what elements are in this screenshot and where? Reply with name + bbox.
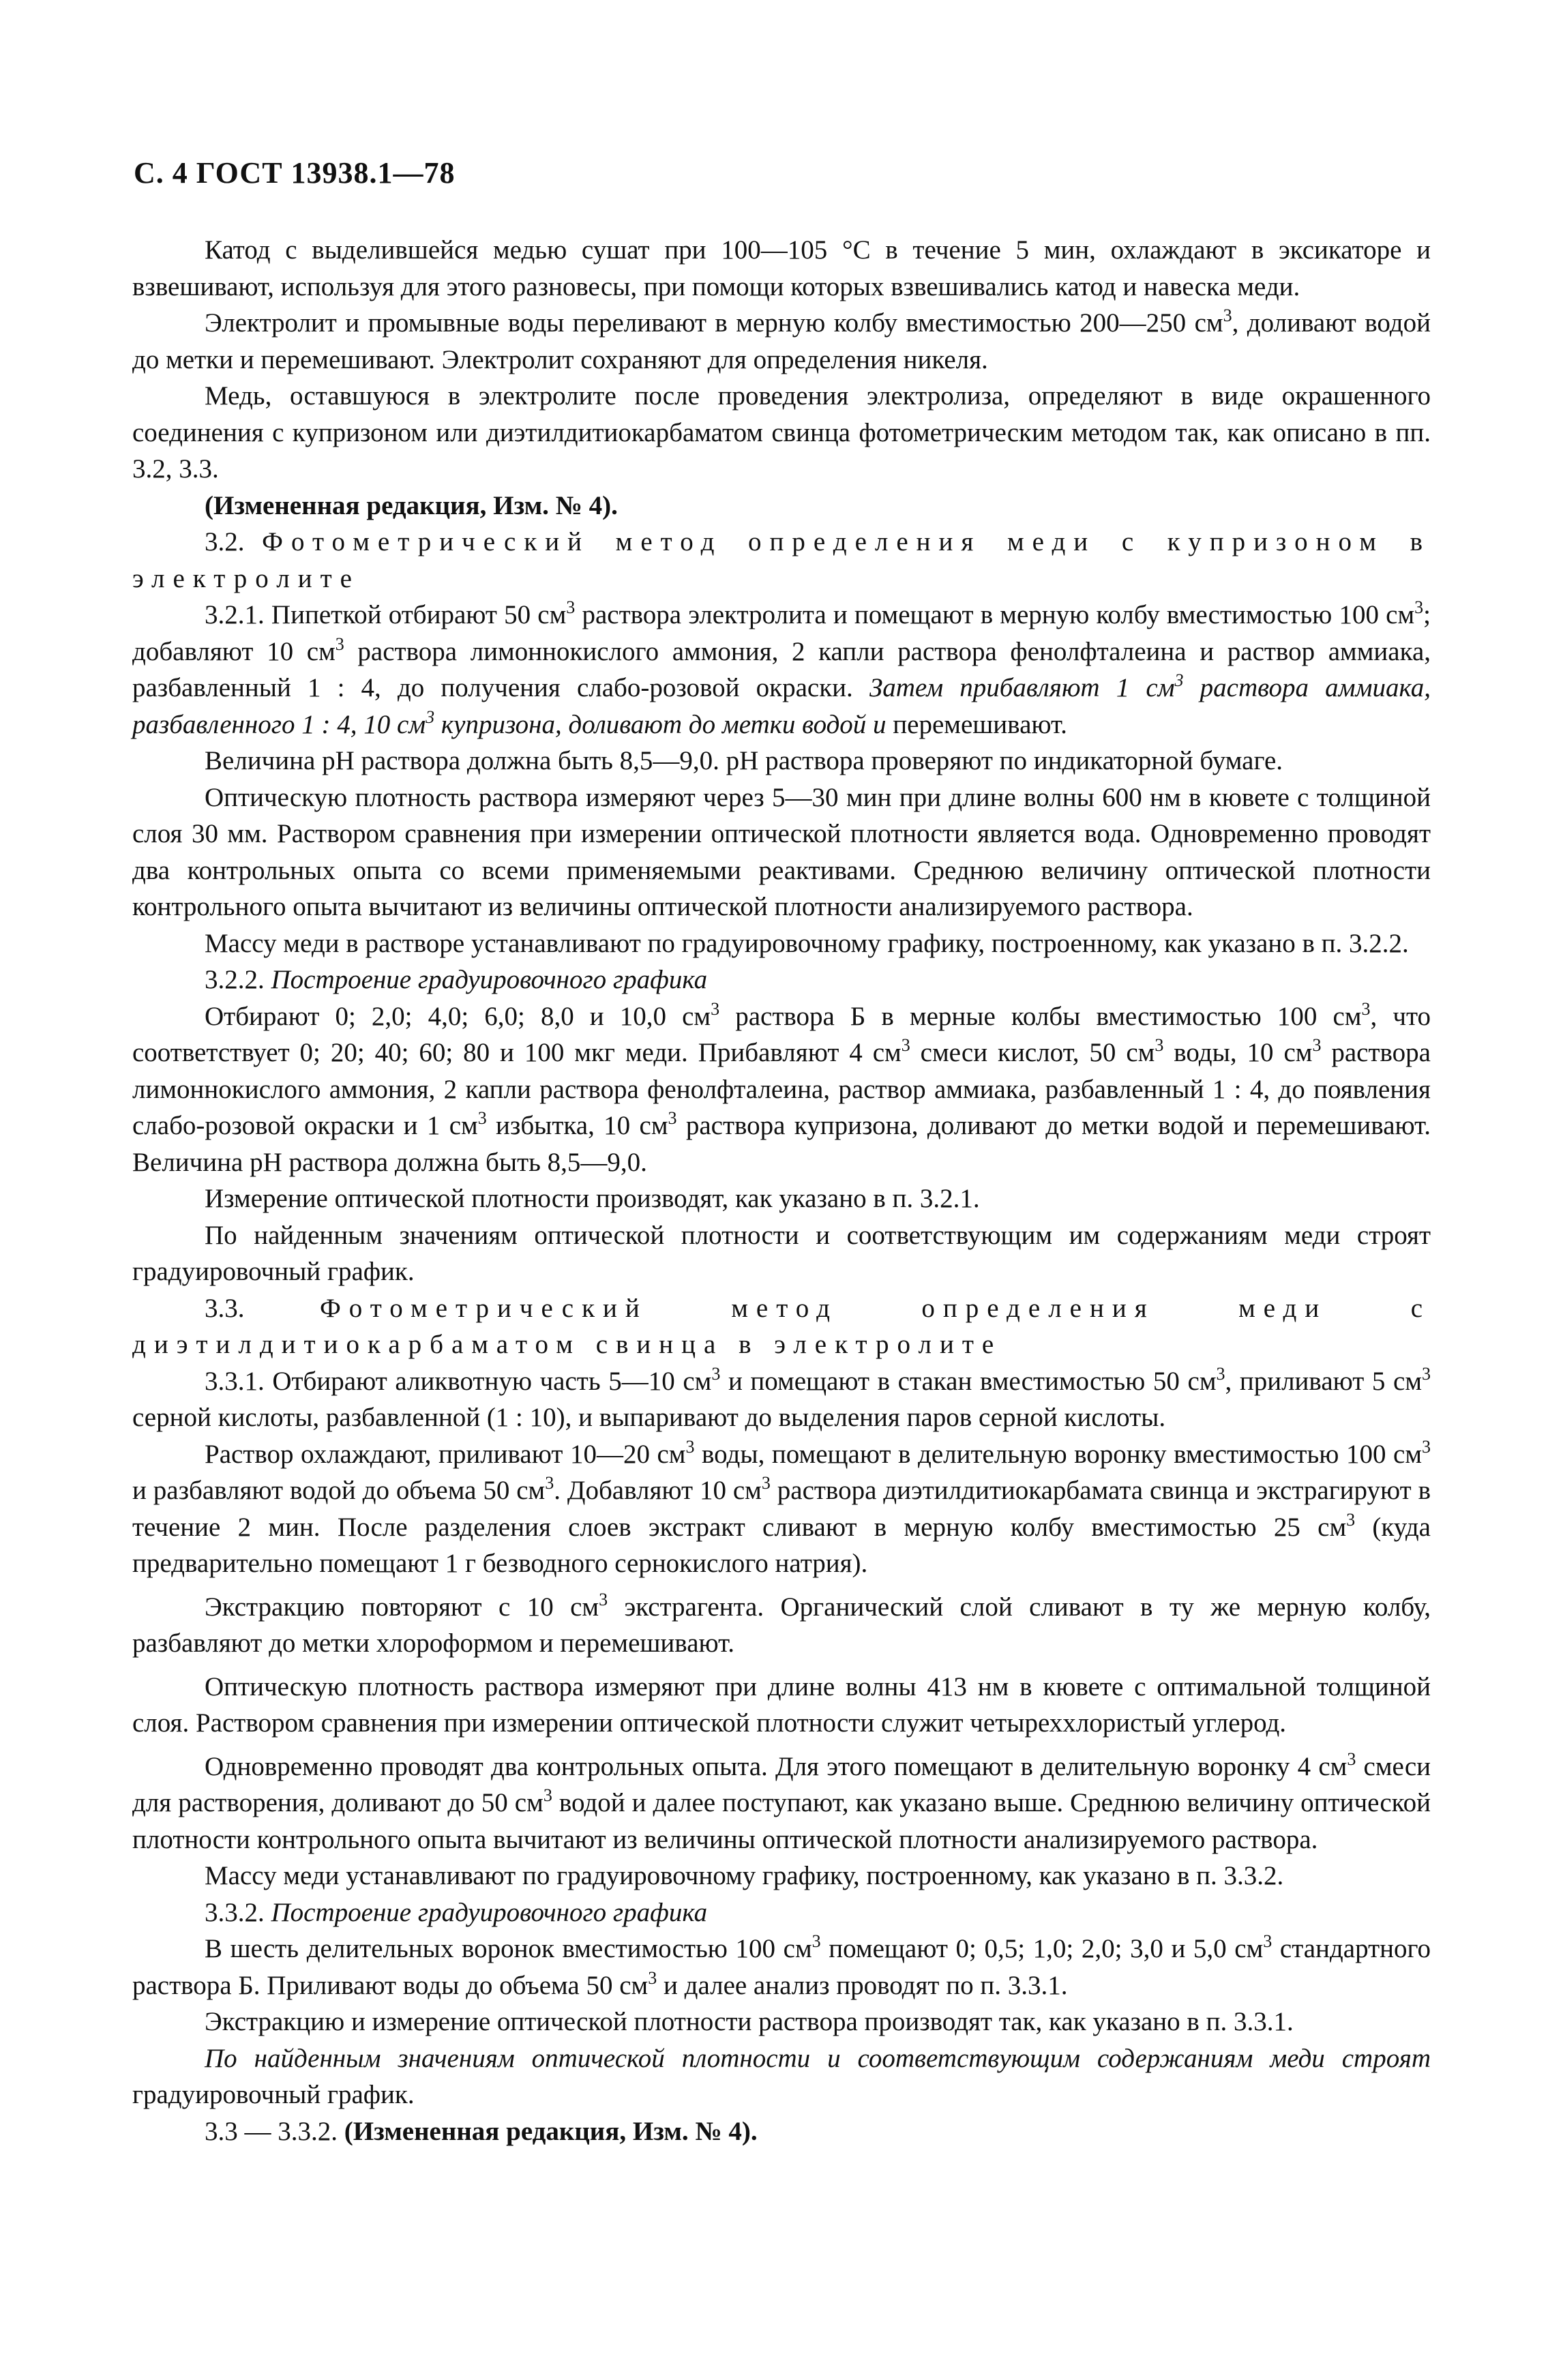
- paragraph: Оптическую плотность раствора измеряют через 5—30 мин при длине волны 600 нм в кювете с толщиной слоя 30 мм. Раствором сравнения при измерении оптической плотности является вода. Одновременно проводят два контрольных опыта со всеми применяемыми реактивами. Среднюю величину оптической плотности контрольного опыта вычитают из величины оптической плотности анализируемого раствора.: [132, 782, 1431, 921]
- paragraph: 3.3.1. Отбирают аликвотную часть 5—10 $см^3$ и помещают в стакан вместимостью 50 $см^3$, приливают 5 $см^3$ серной кислоты, разбавленной (1 : 10), и выпаривают до выделения паров серной кислоты.: [132, 1363, 1431, 1432]
- paragraph: В шесть делительных воронок вместимостью 100 $см^3$ помещают 0; 0,5; 1,0; 2,0; 3,0 и 5,0 $см^3$ стандартного раствора Б. Приливают воды до объема 50 $см^3$ и далее анализ проводят по п. 3.3.1.: [132, 1931, 1431, 2000]
- paragraph: По найденным значениям оптической плотности и соответствующим им содержаниям меди строят градуировочный график.: [132, 1220, 1431, 1286]
- paragraph: Экстракцию и измерение оптической плотности раствора производят так, как указано в п. 3.3.1.: [205, 2007, 1294, 2036]
- revision-note: 3.3 — 3.3.2. (Измененная редакция, Изм. № 4).: [205, 2116, 758, 2146]
- paragraph: 3.2.1. Пипеткой отбирают 50 $см^3$ раствора электролита и помещают в мерную колбу вместимостью 100 $см^3$; добавляют 10 $см^3$ раствора лимоннокислого аммония, 2 капли раствора фенолфталеина и раствор аммиака, разбавленный 1 : 4, до получения слабо-розовой окраски. Затем прибавляют 1 $см^3$ раствора аммиака, разбавленного 1 : 4, 10 $см^3$ купризона, доливают до метки водой и перемешивают.: [132, 597, 1431, 739]
- paragraph: Массу меди устанавливают по градуировочному графику, построенному, как указано в п. 3.3.2.: [205, 1861, 1284, 1890]
- paragraph: Одновременно проводят два контрольных опыта. Для этого помещают в делительную воронку 4 $см^3$ смеси для растворения, доливают до 50 $см^3$ водой и далее поступают, как указано выше. Среднюю величину оптической плотности контрольного опыта вычитают из величины оптической плотности анализируемого раствора.: [132, 1749, 1431, 1854]
- paragraph: Катод с выделившейся медью сушат при 100—105 °С в течение 5 мин, охлаждают в эксикаторе и взвешивают, используя для этого разновесы, при помощи которых взвешивались катод и навеска меди.: [132, 235, 1431, 301]
- paragraph: Раствор охлаждают, приливают 10—20 $см^3$ воды, помещают в делительную воронку вместимостью 100 $см^3$ и разбавляют водой до объема 50 $см^3$. Добавляют 10 $см^3$ раствора диэтилдитиокарбамата свинца и экстрагируют в течение 2 мин. После разделения слоев экстракт сливают в мерную колбу вместимостью 25 $см^3$ (куда предварительно помещают 1 г безводного сернокислого натрия).: [132, 1436, 1431, 1578]
- paragraph: Медь, оставшуюся в электролите после проведения электролиза, определяют в виде окрашенного соединения с купризоном или диэтилдитиокарбаматом свинца фотометрическим методом так, как описано в пп. 3.2, 3.3.: [132, 381, 1431, 484]
- revision-note: (Измененная редакция, Изм. № 4).: [205, 490, 618, 520]
- paragraph: Измерение оптической плотности производят, как указано в п. 3.2.1.: [205, 1184, 980, 1213]
- paragraph: Оптическую плотность раствора измеряют при длине волны 413 нм в кювете с оптимальной толщиной слоя. Раствором сравнения при измерении оптической плотности служит четыреххлористый углерод.: [132, 1671, 1431, 1738]
- document-body: [132, 232, 1431, 2150]
- section-heading-3-3-2: 3.3.2. Построение градуировочного графика: [205, 1897, 708, 1927]
- paragraph: Величина pH раствора должна быть 8,5—9,0. pH раствора проверяют по индикаторной бумаге.: [205, 746, 1283, 775]
- paragraph: По найденным значениям оптической плотности и соответствующим содержаниям меди строят градуировочный график.: [132, 2043, 1431, 2109]
- section-heading-3-3: 3.3. Фотометрический метод определения меди с диэтилдитиокарбаматом свинца в электролите: [132, 1293, 1431, 1359]
- paragraph: Массу меди в растворе устанавливают по градуировочному графику, построенному, как указано в п. 3.2.2.: [205, 928, 1409, 958]
- paragraph: Электролит и промывные воды переливают в мерную колбу вместимостью 200—250 $см^3$, доливают водой до метки и перемешивают. Электролит сохраняют для определения никеля.: [132, 306, 1431, 374]
- paragraph: Отбирают 0; 2,0; 4,0; 6,0; 8,0 и 10,0 $см^3$ раствора Б в мерные колбы вместимостью 100 $см^3$, что соответствует 0; 20; 40; 60; 80 и 100 мкг меди. Прибавляют 4 $см^3$ смеси кислот, 50 $см^3$ воды, 10 $см^3$ раствора лимоннокислого аммония, 2 капли раствора фенолфталеина, раствор аммиака, разбавленный 1 : 4, до появления слабо-розовой окраски и 1 $см^3$ избытка, 10 $см^3$ раствора купризона, доливают до метки водой и перемешивают. Величина pH раствора должна быть 8,5—9,0.: [132, 998, 1431, 1177]
- section-heading-3-2-2: 3.2.2. Построение градуировочного графика: [205, 965, 708, 994]
- paragraph: Экстракцию повторяют с 10 $см^3$ экстрагента. Органический слой сливают в ту же мерную колбу, разбавляют до метки хлороформом и перемешивают.: [132, 1589, 1431, 1658]
- page-header: С. 4 ГОСТ 13938.1—78: [134, 156, 456, 190]
- section-heading-3-2: 3.2. Фотометрический метод определения меди с купризоном в электролите: [132, 527, 1431, 593]
